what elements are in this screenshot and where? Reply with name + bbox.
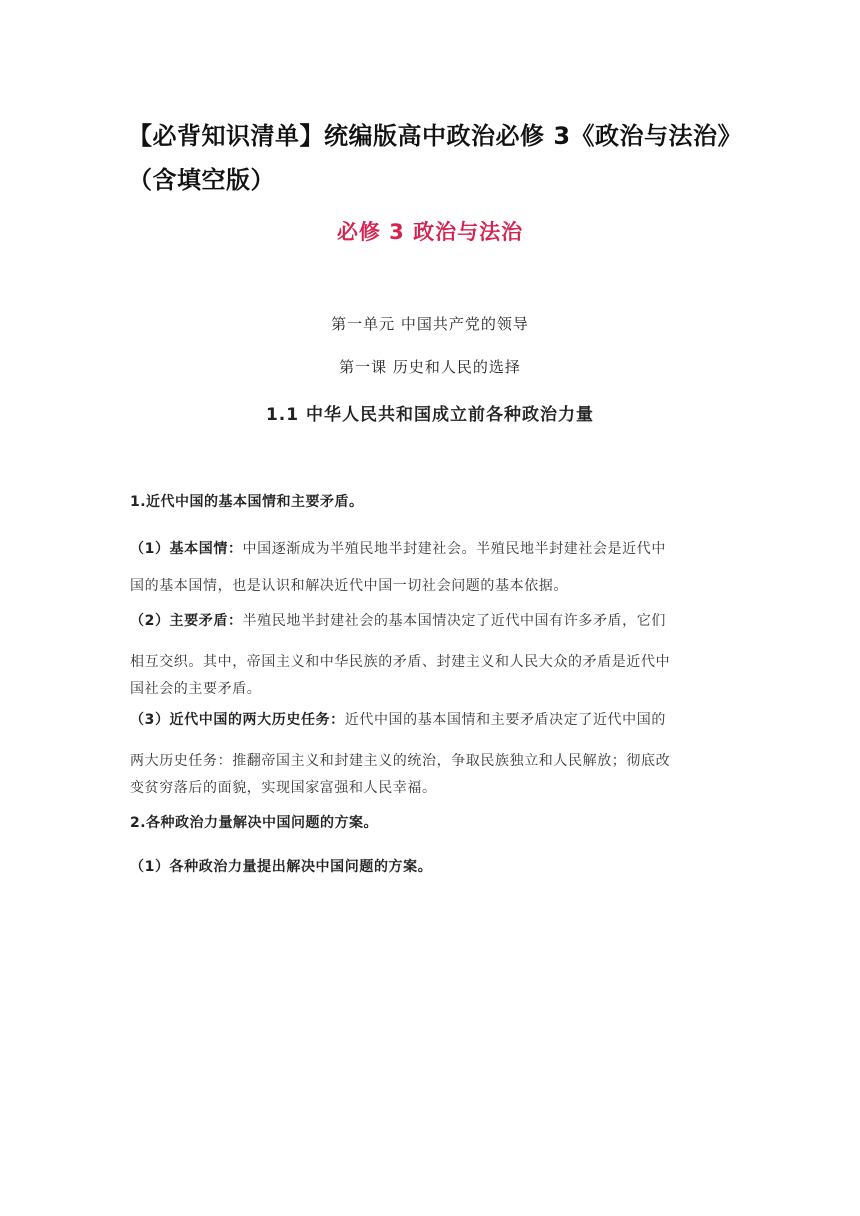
- point-1-item-2-text-1: 半殖民地半封建社会的基本国情决定了近代中国有许多矛盾，它们: [242, 613, 666, 629]
- point-1-item-1-text-1: 中国逐渐成为半殖民地半封建社会。半殖民地半封建社会是近代中: [242, 541, 666, 557]
- point-1-item-3-lead: （3）近代中国的两大历史任务：: [130, 712, 345, 728]
- document-title-line-2: （含填空版）: [128, 166, 275, 194]
- point-1-heading: 1.近代中国的基本国情和主要矛盾。: [130, 494, 364, 510]
- point-1-item-2-line-3: 国社会的主要矛盾。: [130, 681, 262, 697]
- point-2-item-1-line-1: [130, 856, 730, 876]
- lesson-heading: 第一课 历史和人民的选择: [339, 358, 521, 376]
- document-title-line-1: 【必背知识清单】统编版高中政治必修 3《政治与法治》: [128, 122, 743, 150]
- point-1-item-2-line-2: 相互交织。其中，帝国主义和中华民族的矛盾、封建主义和人民大众的矛盾是近代中: [130, 654, 671, 670]
- point-1-item-1-lead: （1）基本国情：: [130, 541, 243, 557]
- point-1-item-3-line-3: 变贫穷落后的面貌，实现国家富强和人民幸福。: [130, 780, 437, 796]
- point-2-item-1-lead: （1）各种政治力量提出解决中国问题的方案。: [130, 859, 433, 875]
- book-title: 必修 3 政治与法治: [336, 220, 524, 244]
- point-1-item-3-line-2: 两大历史任务：推翻帝国主义和封建主义的统治，争取民族独立和人民解放；彻底改: [130, 753, 671, 769]
- point-1-item-2-line-1: [130, 610, 730, 630]
- point-2-heading: 2.各种政治力量解决中国问题的方案。: [130, 815, 379, 831]
- point-1-item-2-lead: （2）主要矛盾：: [130, 613, 243, 629]
- point-1-item-1-line-2: 国的基本国情，也是认识和解决近代中国一切社会问题的基本依据。: [130, 578, 568, 594]
- point-1-item-3-text-1: 近代中国的基本国情和主要矛盾决定了近代中国的: [344, 712, 666, 728]
- point-1-item-3-line-1: [130, 709, 730, 729]
- unit-heading: 第一单元 中国共产党的领导: [331, 315, 529, 333]
- section-heading: 1.1 中华人民共和国成立前各种政治力量: [265, 405, 595, 425]
- point-1-item-1-line-1: [130, 538, 730, 558]
- document-title: [128, 114, 748, 202]
